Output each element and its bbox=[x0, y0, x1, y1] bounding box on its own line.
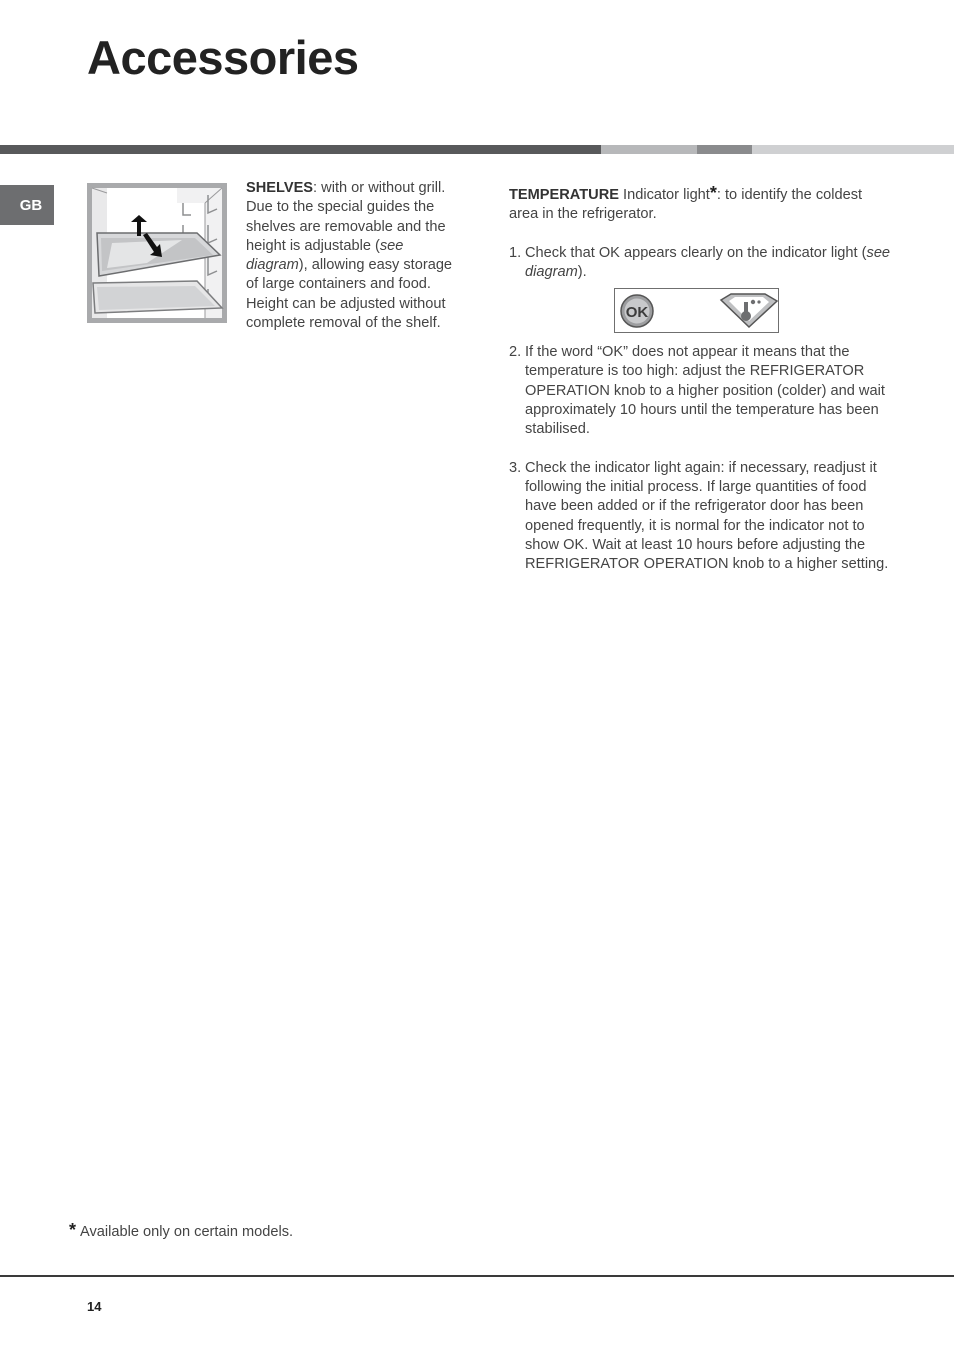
shelves-see-diagram: see diagram bbox=[246, 237, 404, 274]
shelves-text-2: ), allowing easy storage of large containers and food. Height can be adjusted without complete removal of the shelf. bbox=[246, 257, 453, 332]
step-text: Check that OK appears clearly on the indicator light ( bbox=[525, 244, 867, 261]
temperature-steps bbox=[509, 244, 894, 283]
step-number: 2. bbox=[509, 344, 522, 361]
page-number: 14 bbox=[87, 1299, 102, 1314]
footer-rule bbox=[0, 1275, 954, 1277]
header-bar-dark bbox=[0, 145, 601, 154]
indicator-light-diagram bbox=[614, 288, 779, 333]
shelves-text-1: : with or without grill. Due to the special guides the shelves are removable and the height is adjustable ( bbox=[246, 180, 446, 254]
footnote-text: Available only on certain models. bbox=[80, 1224, 294, 1240]
step-text: Check the indicator light again: if necessary, readjust it following the initial process. If large quantities of food have been added or if the refrigerator door has been opened frequently, it is normal for the indicator not to show OK. Wait at least 10 hours before adjusting the REFRIGERATOR OPERATION knob to a higher setting. bbox=[525, 459, 889, 573]
step-see-diagram: see diagram bbox=[525, 244, 891, 280]
temperature-intro-1: Indicator light bbox=[619, 187, 710, 203]
footnote-asterisk: * bbox=[69, 1220, 77, 1240]
asterisk: * bbox=[709, 183, 717, 203]
header-bar-mid bbox=[601, 145, 697, 154]
temperature-intro bbox=[509, 184, 894, 225]
temperature-intro-2: : to identify the coldest area in the refrigerator. bbox=[509, 187, 863, 223]
footnote bbox=[69, 1220, 293, 1241]
header-bar-light bbox=[752, 145, 954, 154]
temperature-steps-continued bbox=[509, 343, 894, 574]
step-spacer bbox=[509, 440, 894, 459]
step-1 bbox=[509, 244, 894, 283]
language-tab: GB bbox=[0, 185, 54, 225]
header-bar-gray bbox=[697, 145, 752, 154]
shelf-diagram bbox=[87, 183, 227, 323]
page-title: Accessories bbox=[87, 31, 359, 84]
shelves-paragraph bbox=[246, 179, 466, 333]
step-2 bbox=[509, 343, 894, 439]
step-3 bbox=[509, 459, 894, 575]
step-number: 1. bbox=[509, 244, 522, 261]
shelves-heading: SHELVES bbox=[246, 180, 314, 196]
step-text-end: ). bbox=[577, 263, 587, 280]
step-number: 3. bbox=[509, 459, 522, 476]
temperature-heading: TEMPERATURE bbox=[509, 187, 619, 203]
step-text: If the word “OK” does not appear it means that the temperature is too high: adjust the REFRIGERATOR OPERATION knob to a higher position (colder) and wait approximately 10 hours until the temperature has been stabilised. bbox=[525, 344, 885, 438]
temperature-section bbox=[509, 184, 894, 574]
thermometer-drop-icon bbox=[721, 294, 777, 327]
ok-label: OK bbox=[625, 304, 649, 322]
ok-indicator-icon bbox=[621, 295, 653, 327]
